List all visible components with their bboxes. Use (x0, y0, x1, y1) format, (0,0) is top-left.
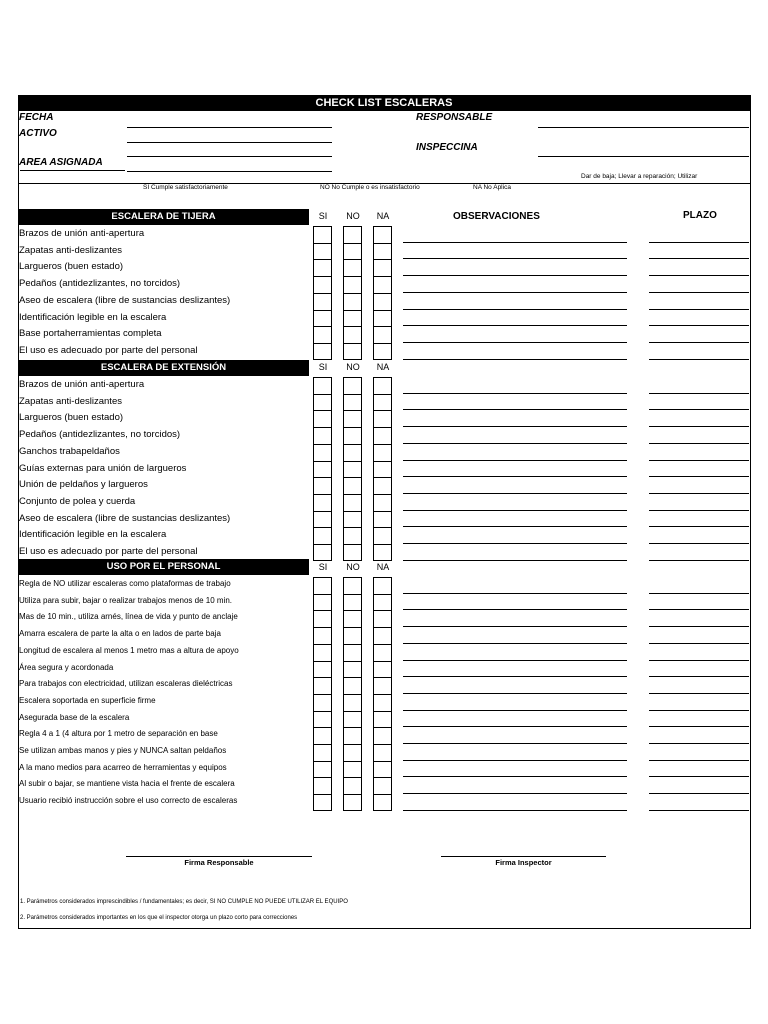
checklist-item: El uso es adecuado por parte del personal (19, 546, 198, 557)
observaciones-field[interactable] (403, 409, 627, 410)
col-no: NO (346, 211, 360, 221)
activo-label: ACTIVO (19, 128, 57, 139)
si-checkbox[interactable] (313, 427, 332, 444)
plazo-field[interactable] (649, 560, 749, 561)
checklist-item: Se utilizan ambas manos y pies y NUNCA saltan peldaños (19, 746, 227, 755)
plazo-field[interactable] (649, 443, 749, 444)
no-checkbox[interactable] (343, 259, 362, 276)
plazo-field[interactable] (649, 510, 749, 511)
observaciones-field[interactable] (403, 526, 627, 527)
no-checkbox[interactable] (343, 594, 362, 611)
na-checkbox[interactable] (373, 777, 392, 794)
fecha-field[interactable] (127, 127, 332, 128)
section-title-tijera: ESCALERA DE TIJERA (18, 209, 309, 225)
observaciones-field[interactable] (403, 810, 627, 811)
si-checkbox[interactable] (313, 410, 332, 427)
observaciones-field[interactable] (403, 309, 627, 310)
col-observaciones: OBSERVACIONES (453, 211, 540, 222)
na-checkbox[interactable] (373, 243, 392, 260)
na-checkbox[interactable] (373, 694, 392, 711)
observaciones-field[interactable] (403, 426, 627, 427)
plazo-field[interactable] (649, 726, 749, 727)
na-checkbox[interactable] (373, 627, 392, 644)
na-checkbox[interactable] (373, 594, 392, 611)
no-checkbox[interactable] (343, 610, 362, 627)
na-checkbox[interactable] (373, 394, 392, 411)
observaciones-field[interactable] (403, 693, 627, 694)
area-label: AREA ASIGNADA (19, 157, 103, 168)
si-checkbox[interactable] (313, 577, 332, 594)
checklist-item: Escalera soportada en superficie firme (19, 695, 156, 705)
inspeccina-label: INSPECCINA (416, 142, 478, 153)
na-checkbox[interactable] (373, 761, 392, 778)
observaciones-field[interactable] (403, 760, 627, 761)
responsable-field[interactable] (538, 127, 749, 128)
si-checkbox[interactable] (313, 627, 332, 644)
na-checkbox[interactable] (373, 494, 392, 511)
plazo-field[interactable] (649, 325, 749, 326)
plazo-field[interactable] (649, 309, 749, 310)
checklist-item: Largueros (buen estado) (19, 261, 124, 273)
no-checkbox[interactable] (343, 310, 362, 327)
observaciones-field[interactable] (403, 493, 627, 494)
observaciones-field[interactable] (403, 443, 627, 444)
si-checkbox[interactable] (313, 777, 332, 794)
no-checkbox[interactable] (343, 694, 362, 711)
observaciones-field[interactable] (403, 258, 627, 259)
plazo-field[interactable] (649, 460, 749, 461)
checklist-item: El uso es adecuado por parte del personal (19, 344, 198, 356)
no-checkbox[interactable] (343, 377, 362, 394)
si-checkbox[interactable] (313, 794, 332, 811)
si-checkbox[interactable] (313, 661, 332, 678)
plazo-field[interactable] (649, 609, 749, 610)
no-checkbox[interactable] (343, 761, 362, 778)
observaciones-field[interactable] (403, 776, 627, 777)
observaciones-field[interactable] (403, 793, 627, 794)
checklist-item: Aseo de escalera (libre de sustancias deslizantes) (19, 512, 231, 524)
no-checkbox[interactable] (343, 527, 362, 544)
observaciones-field[interactable] (403, 743, 627, 744)
plazo-field[interactable] (649, 409, 749, 410)
si-checkbox[interactable] (313, 293, 332, 310)
si-checkbox[interactable] (313, 644, 332, 661)
checklist-item: Guías externas para unión de largueros (19, 462, 187, 474)
firma-inspector-label: Firma Inspector (495, 858, 552, 867)
plazo-field[interactable] (649, 258, 749, 259)
plazo-field[interactable] (649, 676, 749, 677)
inspeccina-field[interactable] (538, 156, 749, 157)
checklist-item: A la mano medios para acarreo de herramientas y equipos (19, 762, 227, 772)
checklist-item: Unión de peldaños y largueros (19, 479, 148, 491)
checklist-item: Zapatas anti-deslizantes (19, 244, 122, 256)
plazo-field[interactable] (649, 493, 749, 494)
observaciones-field[interactable] (403, 275, 627, 276)
no-checkbox[interactable] (343, 444, 362, 461)
na-checkbox[interactable] (373, 461, 392, 478)
plazo-field[interactable] (649, 593, 749, 594)
si-checkbox[interactable] (313, 310, 332, 327)
checklist-item: Largueros (buen estado) (19, 412, 124, 424)
si-checkbox[interactable] (313, 744, 332, 761)
checklist-item: Amarra escalera de parte la alta o en lados de parte baja (19, 629, 221, 639)
checklist-item: Aseo de escalera (libre de sustancias deslizantes) (19, 294, 231, 306)
observaciones-field[interactable] (403, 325, 627, 326)
checklist-item: Zapatas anti-deslizantes (19, 395, 122, 407)
legend-si: SI Cumple satisfactoriamente (143, 184, 228, 191)
na-checkbox[interactable] (373, 226, 392, 243)
area-underline (20, 170, 125, 171)
si-checkbox[interactable] (313, 276, 332, 293)
checklist-item: Brazos de unión anti-apertura (19, 379, 145, 390)
si-checkbox[interactable] (313, 461, 332, 478)
na-checkbox[interactable] (373, 661, 392, 678)
no-checkbox[interactable] (343, 293, 362, 310)
checklist-item: Regla 4 a 1 (4 altura por 1 metro de separación en base (19, 729, 218, 739)
checklist-item: Pedaños (antidezlizantes, no torcidos) (19, 278, 181, 290)
si-checkbox[interactable] (313, 694, 332, 711)
no-checkbox[interactable] (343, 711, 362, 728)
legend-na: NA No Aplica (473, 184, 511, 191)
observaciones-field[interactable] (403, 593, 627, 594)
si-checkbox[interactable] (313, 326, 332, 343)
no-checkbox[interactable] (343, 661, 362, 678)
firma-responsable-line[interactable] (126, 856, 312, 857)
si-checkbox[interactable] (313, 477, 332, 494)
na-checkbox[interactable] (373, 794, 392, 811)
observaciones-field[interactable] (403, 676, 627, 677)
na-checkbox[interactable] (373, 711, 392, 728)
plazo-field[interactable] (649, 643, 749, 644)
col-no-3: NO (346, 562, 360, 572)
plazo-field[interactable] (649, 292, 749, 293)
na-checkbox[interactable] (373, 610, 392, 627)
observaciones-field[interactable] (403, 393, 627, 394)
no-checkbox[interactable] (343, 577, 362, 594)
legend-no: NO No Cumple o es insatisfactorio (320, 184, 420, 191)
na-checkbox[interactable] (373, 410, 392, 427)
na-checkbox[interactable] (373, 444, 392, 461)
observaciones-field[interactable] (403, 726, 627, 727)
no-checkbox[interactable] (343, 461, 362, 478)
checklist-item: Pedaños (antidezlizantes, no torcidos) (19, 429, 181, 441)
na-checkbox[interactable] (373, 377, 392, 394)
checklist-item: Regla de NO utilizar escaleras como plataformas de trabajo (19, 579, 231, 588)
na-checkbox[interactable] (373, 544, 392, 561)
no-checkbox[interactable] (343, 410, 362, 427)
activo-field[interactable] (127, 142, 332, 143)
checklist-item: Para trabajos con electricidad, utilizan escaleras dieléctricas (19, 679, 233, 689)
no-checkbox[interactable] (343, 794, 362, 811)
no-checkbox[interactable] (343, 326, 362, 343)
checklist-item: Área segura y acordonada (19, 662, 114, 672)
firma-inspector-line[interactable] (441, 856, 606, 857)
na-checkbox[interactable] (373, 744, 392, 761)
responsable-label: RESPONSABLE (416, 112, 493, 123)
na-checkbox[interactable] (373, 727, 392, 744)
checklist-item: Brazos de unión anti-apertura (19, 228, 145, 239)
plazo-field[interactable] (649, 743, 749, 744)
si-checkbox[interactable] (313, 444, 332, 461)
observaciones-field[interactable] (403, 342, 627, 343)
si-checkbox[interactable] (313, 677, 332, 694)
si-checkbox[interactable] (313, 394, 332, 411)
form-title: CHECK LIST ESCALERAS (18, 95, 750, 111)
no-checkbox[interactable] (343, 243, 362, 260)
no-checkbox[interactable] (343, 511, 362, 528)
si-checkbox[interactable] (313, 727, 332, 744)
checklist-item: Conjunto de polea y cuerda (19, 495, 136, 507)
plazo-field[interactable] (649, 342, 749, 343)
checklist-item: Utiliza para subir, bajar o realizar trabajos menos de 10 min. (19, 595, 232, 605)
observaciones-field[interactable] (403, 543, 627, 544)
na-checkbox[interactable] (373, 427, 392, 444)
observaciones-field[interactable] (403, 710, 627, 711)
si-checkbox[interactable] (313, 761, 332, 778)
checklist-item: Usuario recibió instrucción sobre el uso correcto de escaleras (19, 796, 238, 806)
col-plazo: PLAZO (683, 210, 717, 221)
checklist-item: Base portaherramientas completa (19, 328, 162, 340)
observaciones-field[interactable] (403, 242, 627, 243)
plazo-field[interactable] (649, 242, 749, 243)
observaciones-field[interactable] (403, 292, 627, 293)
plazo-field[interactable] (649, 760, 749, 761)
no-checkbox[interactable] (343, 627, 362, 644)
checklist-item: Asegurada base de la escalera (19, 712, 130, 722)
plazo-field[interactable] (649, 810, 749, 811)
col-na: NA (376, 211, 390, 221)
no-checkbox[interactable] (343, 343, 362, 360)
plazo-field[interactable] (649, 693, 749, 694)
si-checkbox[interactable] (313, 711, 332, 728)
si-checkbox[interactable] (313, 494, 332, 511)
plazo-field[interactable] (649, 660, 749, 661)
firma-responsable-label: Firma Responsable (184, 858, 254, 867)
si-checkbox[interactable] (313, 226, 332, 243)
no-checkbox[interactable] (343, 427, 362, 444)
fecha-label: FECHA (19, 112, 54, 123)
no-checkbox[interactable] (343, 494, 362, 511)
col-si-2: SI (318, 362, 328, 372)
plazo-field[interactable] (649, 359, 749, 360)
checklist-item: Longitud de escalera al menos 1 metro mas a altura de apoyo (19, 645, 239, 655)
observaciones-field[interactable] (403, 476, 627, 477)
section-title-uso: USO POR EL PERSONAL (18, 559, 309, 575)
na-checkbox[interactable] (373, 677, 392, 694)
observaciones-field[interactable] (403, 643, 627, 644)
checklist-item: Mas de 10 min., utiliza arnés, línea de vida y punto de anclaje (19, 612, 238, 622)
plazo-field[interactable] (649, 793, 749, 794)
plazo-field[interactable] (649, 275, 749, 276)
observaciones-field[interactable] (403, 626, 627, 627)
si-checkbox[interactable] (313, 243, 332, 260)
checklist-item: Al subir o bajar, se mantiene vista hacia el frente de escalera (19, 779, 235, 789)
na-checkbox[interactable] (373, 644, 392, 661)
no-checkbox[interactable] (343, 644, 362, 661)
na-checkbox[interactable] (373, 477, 392, 494)
na-checkbox[interactable] (373, 511, 392, 528)
checklist-item: Identificación legible en la escalera (19, 529, 167, 541)
no-checkbox[interactable] (343, 727, 362, 744)
col-na-3: NA (376, 562, 390, 572)
na-checkbox[interactable] (373, 310, 392, 327)
observaciones-field[interactable] (403, 660, 627, 661)
si-checkbox[interactable] (313, 527, 332, 544)
activo-field-2[interactable] (127, 156, 332, 157)
observaciones-field[interactable] (403, 560, 627, 561)
checklist-item: Ganchos trabapeldaños (19, 445, 120, 457)
si-checkbox[interactable] (313, 377, 332, 394)
section-title-extension: ESCALERA DE EXTENSIÓN (18, 360, 309, 376)
na-checkbox[interactable] (373, 276, 392, 293)
plazo-field[interactable] (649, 526, 749, 527)
col-si-3: SI (318, 562, 328, 572)
footnote-1: 1. Parámetros considerados imprescindibles / fundamentales; es decir, SI NO CUMPLE NO PUEDE UTILIZAR EL EQUIPO (20, 899, 348, 905)
checklist-item: Identificación legible en la escalera (19, 311, 167, 323)
col-na-2: NA (376, 362, 390, 372)
observaciones-field[interactable] (403, 510, 627, 511)
no-checkbox[interactable] (343, 544, 362, 561)
si-checkbox[interactable] (313, 343, 332, 360)
plazo-field[interactable] (649, 626, 749, 627)
no-checkbox[interactable] (343, 477, 362, 494)
area-field[interactable] (127, 171, 332, 172)
col-no-2: NO (346, 362, 360, 372)
footnote-2: 2. Parámetros considerados importantes en los que el inspector otorga un plazo corto para correcciones (20, 915, 298, 921)
plazo-field[interactable] (649, 543, 749, 544)
no-checkbox[interactable] (343, 226, 362, 243)
action-note: Dar de baja; Llevar a reparación; Utilizar (581, 173, 698, 180)
no-checkbox[interactable] (343, 276, 362, 293)
si-checkbox[interactable] (313, 511, 332, 528)
na-checkbox[interactable] (373, 259, 392, 276)
observaciones-field[interactable] (403, 460, 627, 461)
observaciones-field[interactable] (403, 359, 627, 360)
no-checkbox[interactable] (343, 744, 362, 761)
no-checkbox[interactable] (343, 677, 362, 694)
si-checkbox[interactable] (313, 610, 332, 627)
plazo-field[interactable] (649, 776, 749, 777)
plazo-field[interactable] (649, 710, 749, 711)
na-checkbox[interactable] (373, 293, 392, 310)
si-checkbox[interactable] (313, 544, 332, 561)
na-checkbox[interactable] (373, 577, 392, 594)
plazo-field[interactable] (649, 476, 749, 477)
observaciones-field[interactable] (403, 609, 627, 610)
na-checkbox[interactable] (373, 527, 392, 544)
plazo-field[interactable] (649, 393, 749, 394)
no-checkbox[interactable] (343, 777, 362, 794)
col-si: SI (318, 211, 328, 221)
na-checkbox[interactable] (373, 326, 392, 343)
plazo-field[interactable] (649, 426, 749, 427)
si-checkbox[interactable] (313, 594, 332, 611)
si-checkbox[interactable] (313, 259, 332, 276)
no-checkbox[interactable] (343, 394, 362, 411)
na-checkbox[interactable] (373, 343, 392, 360)
